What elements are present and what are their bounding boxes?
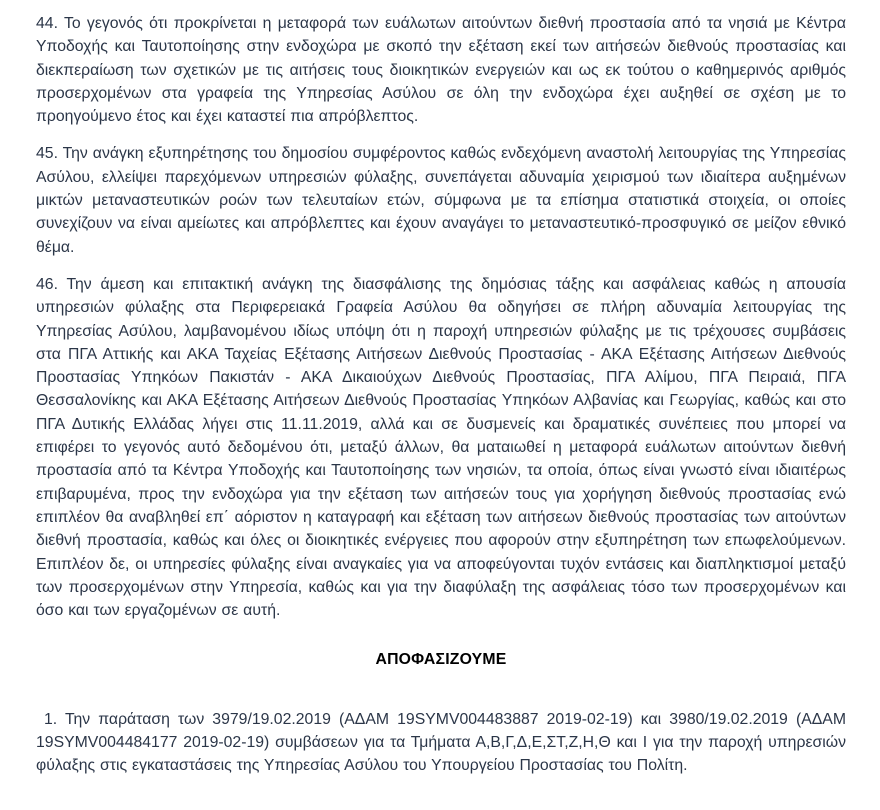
decision-heading: ΑΠΟΦΑΣΙΖΟΥΜΕ xyxy=(375,651,507,669)
paragraph-1-decision: 1. Την παράταση των 3979/19.02.2019 (ΑΔΑΜ 19SYMV004483887 2019-02-19) και 3980/19.02.2019 (ΑΔΑΜ 19SYMV004484177 2019-02-19) συμβάσεων για τα Τμήματα Α,Β,Γ,Δ,Ε,ΣΤ,Ζ,Η,Θ και Ι για την παροχή υπηρεσιών φύλαξης στις εγκαταστάσεις της Υπηρεσίας Ασύλου του Υπουργείου Προστασίας του Πολίτη. xyxy=(36,710,846,775)
paragraph-46: 46. Την άμεση και επιτακτική ανάγκη της διασφάλισης της δημόσιας τάξης και ασφάλειας καθώς η απουσία υπηρεσιών φύλαξης στα Περιφερειακά Γραφεία Ασύλου θα οδηγήσει σε πλήρη αδυναμία λειτουργίας της Υπηρεσίας Ασύλου, λαμβανομένου ιδίως υπόψη ότι η παροχή υπηρεσιών φύλαξης με τις τρέχουσες συμβάσεις στα ΠΓΑ Αττικής και ΑΚΑ Ταχείας Εξέτασης Αιτήσεων Διεθνούς Προστασίας - ΑΚΑ Εξέτασης Αιτήσεων Διεθνούς Προστασίας Υπηκόων Πακιστάν - ΑΚΑ Δικαιούχων Διεθνούς Προστασίας, ΠΓΑ Αλίμου, ΠΓΑ Πειραιά, ΠΓΑ Θεσσαλονίκης και ΑΚΑ Εξέτασης Αιτήσεων Διεθνούς Προστασίας Υπηκόων Αλβανίας και Γεωργίας, καθώς και στο ΠΓΑ Δυτικής Ελλάδας λήγει στις 11.11.2019, αλλά και σε δυσμενείς και δραματικές συνέπειες που μπορεί να επιφέρει το γεγονός αυτό δεδομένου ότι, μεταξύ άλλων, θα ματαιωθεί η μεταφορά ευάλωτων αιτούντων διεθνή προστασία από τα Κέντρα Υποδοχής και Ταυτοποίησης των νησιών, τα οποία, όπως είναι γνωστό είναι ιδιαιτέρως επιβαρυμένα, προς την ενδοχώρα για την εξέταση των αιτήσεών τους για χορήγηση διεθνούς προστασίας ενώ επιπλέον θα αναβληθεί επ΄ αόριστον η καταγραφή και εξέταση των αιτήσεων διεθνούς προστασίας των αιτούντων διεθνή προστασία, καθώς και όλες οι διοικητικές ενέργειες που αφορούν στην εξυπηρέτηση των επωφελούμενων. Επιπλέον δε, οι υπηρεσίες φύλαξης είναι αναγκαίες για να αποφεύγονται τυχόν εντάσεις και διαπληκτισμοί μεταξύ των προσερχομένων στην Υπηρεσία, καθώς και για την διαφύλαξη της ασφάλειας τόσο των προσερχομένων και όσο και των εργαζομένων σε αυτή. xyxy=(36,275,846,620)
paragraph-45: 45. Την ανάγκη εξυπηρέτησης του δημοσίου συμφέροντος καθώς ενδεχόμενη αναστολή λειτουργίας της Υπηρεσίας Ασύλου, ελλείψει παρεχόμενων υπηρεσιών φύλαξης, συνεπάγεται αδυναμία χειρισμού των ιδιαίτερα αυξημένων μικτών μεταναστευτικών ροών των τελευταίων ετών, σύμφωνα με τα επίσημα στατιστικά στοιχεία, οι οποίες συνεχίζουν να είναι αμείωτες και απρόβλεπτες και έχουν αναγάγει το μεταναστευτικό-προσφυγικό σε μείζον εθνικό θέμα. xyxy=(36,145,846,256)
paragraph-44: 44. Το γεγονός ότι προκρίνεται η μεταφορά των ευάλωτων αιτούντων διεθνή προστασία από τα νησιά με Κέντρα Υποδοχής και Ταυτοποίησης στην ενδοχώρα με σκοπό την εξέταση εκεί των αιτήσεών διεθνούς προστασίας και διεκπεραίωση των σχετικών με τις αιτήσεις τους διοικητικών ενεργειών και ως εκ τούτου ο καθημερινός αριθμός προσερχομένων στα γραφεία της Υπηρεσίας Ασύλου σε όλη την ενδοχώρα έχει αυξηθεί σε σχέση με το προηγούμενο έτος και έχει καταστεί πια απρόβλεπτος. xyxy=(36,15,846,126)
